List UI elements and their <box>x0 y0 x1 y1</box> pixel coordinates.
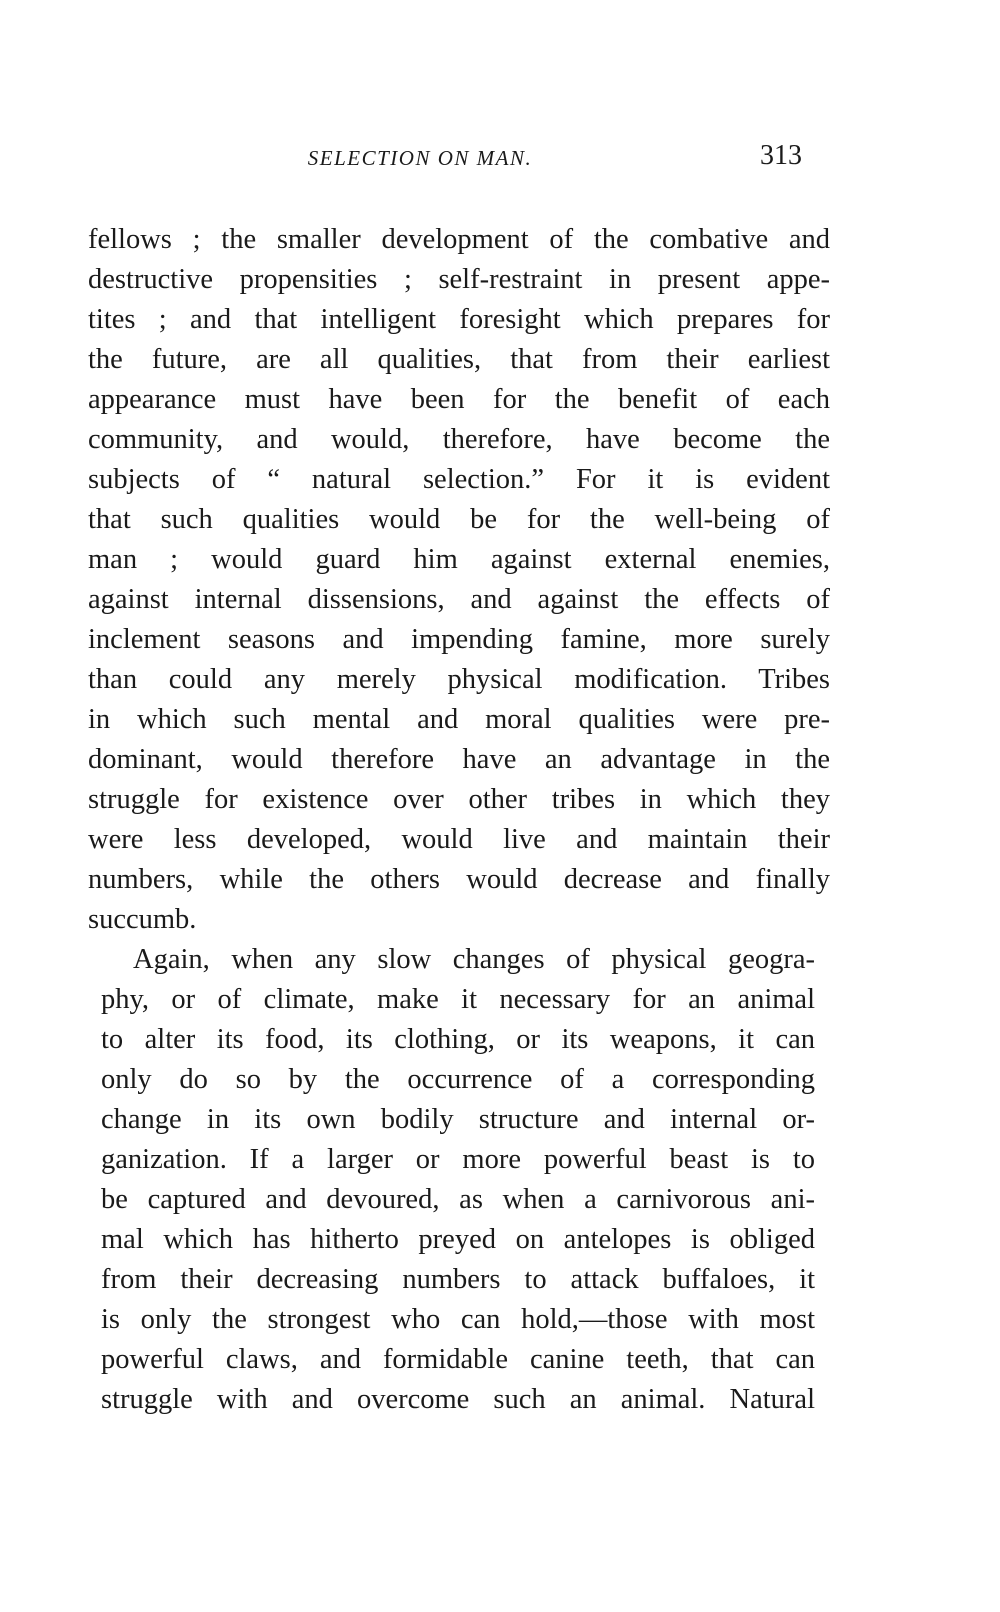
text-line: be captured and devoured, as when a carnivorous ani- <box>101 1184 815 1215</box>
text-line: Again, when any slow changes of physical geogra- <box>133 944 815 975</box>
text-line: is only the strongest who can hold,—those with most <box>101 1304 815 1335</box>
page-number: 313 <box>760 140 802 171</box>
text-line: dominant, would therefore have an advantage in the <box>88 744 830 775</box>
text-line: only do so by the occurrence of a corresponding <box>101 1064 815 1095</box>
text-line: fellows ; the smaller development of the combative and <box>88 224 830 255</box>
text-line: numbers, while the others would decrease and finally <box>88 864 830 895</box>
text-line: change in its own bodily structure and internal or- <box>101 1104 815 1135</box>
text-line: struggle with and overcome such an animal. Natural <box>101 1384 815 1415</box>
text-line: in which such mental and moral qualities were pre- <box>88 704 830 735</box>
text-line: against internal dissensions, and against the effects of <box>88 584 830 615</box>
text-line: to alter its food, its clothing, or its weapons, it can <box>101 1024 815 1055</box>
text-line: than could any merely physical modification. Tribes <box>88 664 830 695</box>
text-line: mal which has hitherto preyed on antelopes is obliged <box>101 1224 815 1255</box>
text-line: man ; would guard him against external enemies, <box>88 544 830 575</box>
text-line: inclement seasons and impending famine, more surely <box>88 624 830 655</box>
text-line: community, and would, therefore, have become the <box>88 424 830 455</box>
text-line: phy, or of climate, make it necessary for an animal <box>101 984 815 1015</box>
text-line: appearance must have been for the benefit of each <box>88 384 830 415</box>
text-line: that such qualities would be for the well-being of <box>88 504 830 535</box>
text-line: were less developed, would live and maintain their <box>88 824 830 855</box>
text-line: powerful claws, and formidable canine teeth, that can <box>101 1344 815 1375</box>
text-line: from their decreasing numbers to attack buffaloes, it <box>101 1264 815 1295</box>
text-line: ganization. If a larger or more powerful beast is to <box>101 1144 815 1175</box>
text-line: struggle for existence over other tribes in which they <box>88 784 830 815</box>
text-line: succumb. <box>88 904 197 935</box>
text-line: destructive propensities ; self-restraint in present appe- <box>88 264 830 295</box>
text-line: subjects of “ natural selection.” For it is evident <box>88 464 830 495</box>
text-line: the future, are all qualities, that from their earliest <box>88 344 830 375</box>
text-line: tites ; and that intelligent foresight which prepares for <box>88 304 830 335</box>
running-head: SELECTION ON MAN. <box>307 146 533 170</box>
